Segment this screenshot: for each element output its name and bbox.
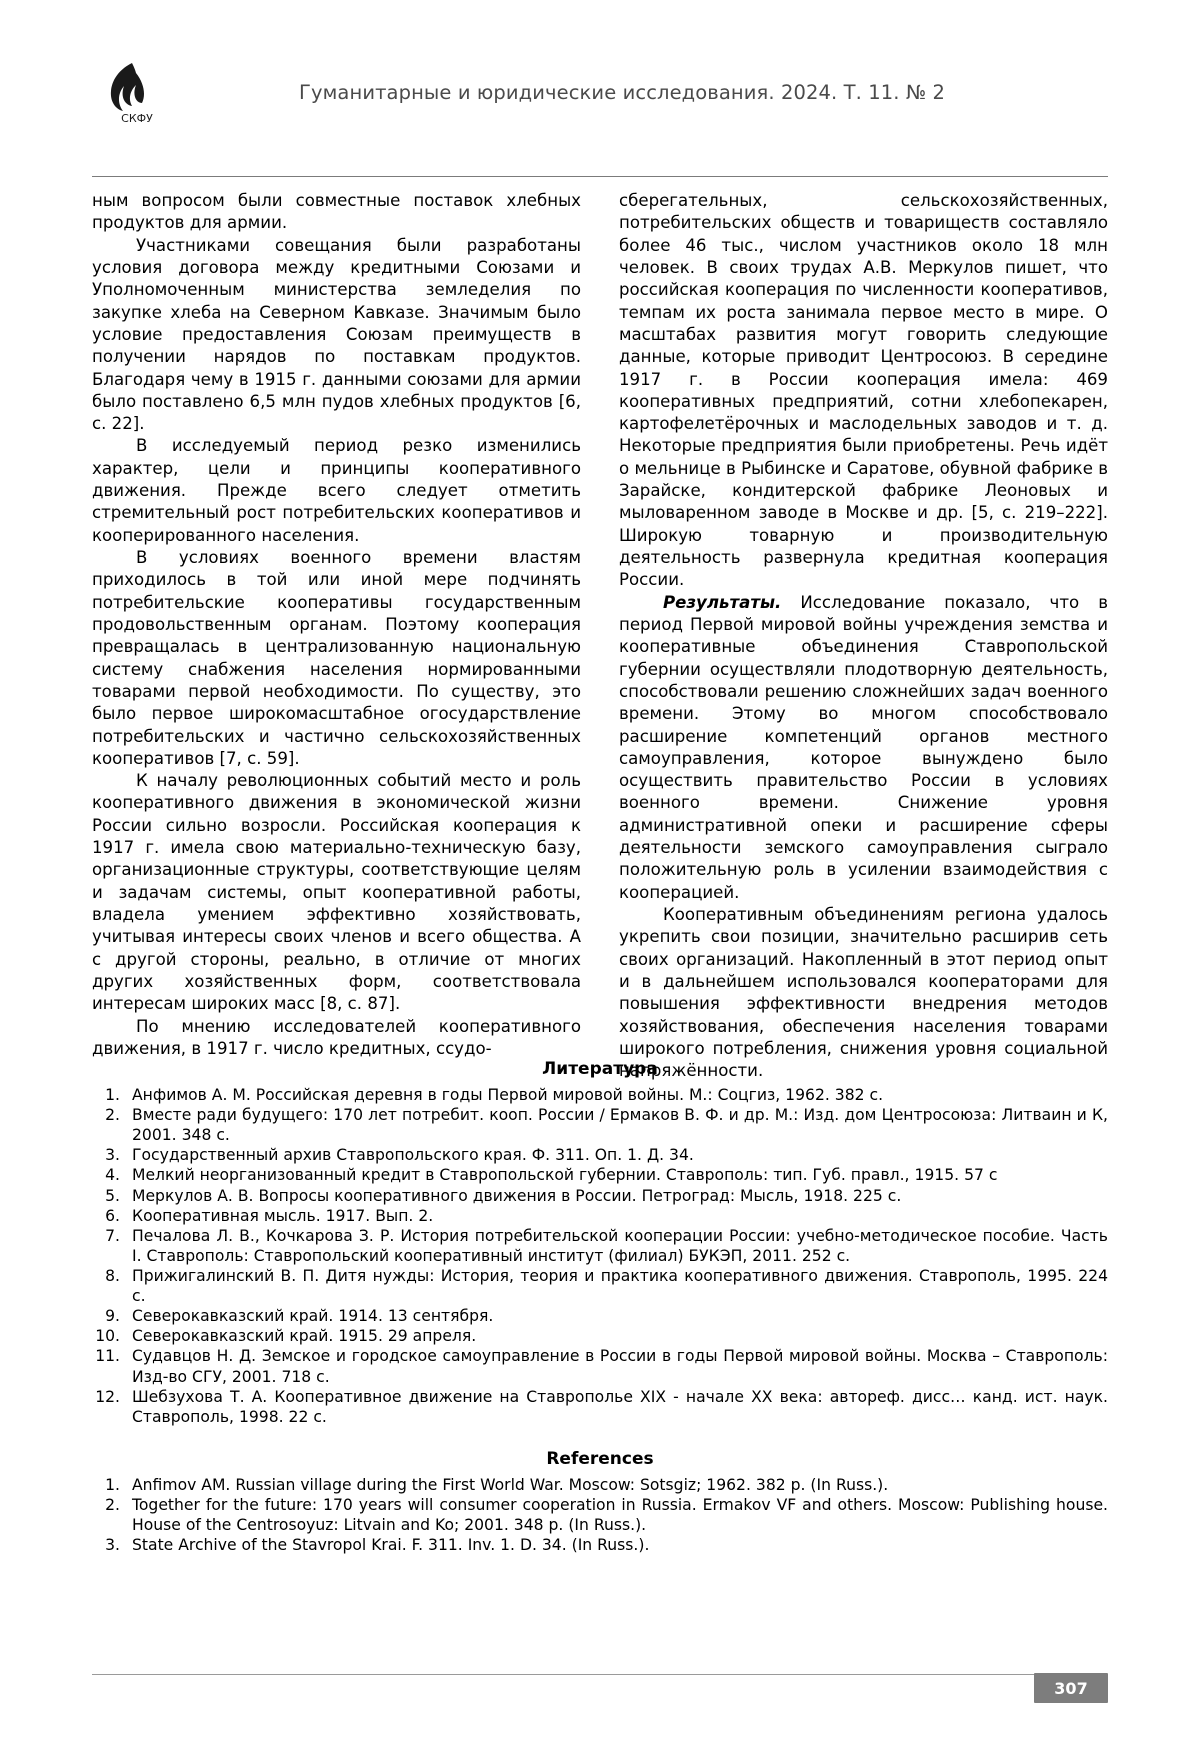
list-item bbox=[92, 1085, 1108, 1105]
literature-list bbox=[92, 1085, 1108, 1427]
results-paragraph bbox=[619, 592, 1108, 904]
list-item bbox=[92, 1226, 1108, 1266]
paragraph: В условиях военного времени властям приходилось в той или иной мере подчинять потребительские кооперативы государственным продовольственным органам. Поэтому кооперация превращалась в централизованную национальную систему снабжения населения нормированными товарами первой необходимости. По существу, это было первое широкомасштабное огосударствление потребительских и частично сельскохозяйственных кооперативов [7, с. 59]. bbox=[92, 548, 581, 768]
item-number: 8. bbox=[105, 1266, 120, 1285]
list-item bbox=[92, 1186, 1108, 1206]
list-item bbox=[92, 1326, 1108, 1346]
paragraph: К началу революционных событий место и роль кооперативного движения в экономической жизни России сильно возросли. Российская кооперация к 1917 г. имела свою материально-техническую базу, организационные структуры, соответствующие целям и задачам системы, опыт кооперативной работы, владела умением эффективно хозяйствовать, учитывая интересы своих членов и всего общества. А с другой стороны, реально, в отличие от многих других хозяйственных форм, соответствовала интересам широких масс [8, с. 87]. bbox=[92, 771, 581, 1014]
item-number: 1. bbox=[105, 1086, 120, 1104]
results-text: Исследование показало, что в период Первой мировой войны учреждения земства и кооперативные объединения Ставропольской губернии осуществляли плодотворную деятельность, способствовали решению сложнейших задач военного времени. Этому во многом способствовало расширение компетенций органов местного самоуправления, которое вынуждено было осуществить правительство России в условиях военного времени. Снижение уровня административной опеки и расширение сферы деятельности земского самоуправления сыграло положительную роль в усилении взаимодействия с кооперацией. bbox=[619, 592, 1108, 902]
item-number: 7. bbox=[105, 1226, 120, 1245]
journal-title: Гуманитарные и юридические исследования. 2024. Т. 11. № 2 bbox=[298, 80, 946, 104]
item-number: 9. bbox=[105, 1307, 120, 1326]
page-number-badge: 307 bbox=[1034, 1673, 1108, 1703]
item-number: 2. bbox=[105, 1495, 120, 1514]
item-number: 2. bbox=[105, 1106, 120, 1125]
list-item bbox=[92, 1306, 1108, 1326]
list-item bbox=[92, 1475, 1108, 1495]
paragraph: В исследуемый период резко изменились характер, цели и принципы кооперативного движения. Прежде всего следует отметить стремительный рост потребительских кооперативов и кооперированного населения. bbox=[92, 436, 581, 545]
item-text: Меркулов А. В. Вопросы кооперативного движения в России. Петроград: Мысль, 1918. 225 с. bbox=[132, 1186, 902, 1205]
list-item bbox=[92, 1346, 1108, 1386]
list-item bbox=[92, 1145, 1108, 1165]
item-text: Together for the future: 170 years will consumer cooperation in Russia. Ermakov VF and others. Moscow: Publishing house. House of the Centrosoyuz: Litvain and Ko; 2001. 348 p. (In Russ.). bbox=[132, 1495, 1108, 1535]
item-text: Печалова Л. В., Кочкарова З. Р. История потребительской кооперации России: учебно-методическое пособие. Часть I. Ставрополь: Ставропольский кооперативный институт (филиал) БУКЭП, 2011. 252 с. bbox=[132, 1226, 1108, 1265]
list-item bbox=[92, 1266, 1108, 1306]
item-text: Северокавказский край. 1915. 29 апреля. bbox=[132, 1327, 477, 1346]
item-number: 10. bbox=[95, 1327, 120, 1346]
page bbox=[0, 44, 1200, 1741]
item-text: Государственный архив Ставропольского края. Ф. 311. Оп. 1. Д. 34. bbox=[132, 1146, 694, 1165]
item-text: Северокавказский край. 1914. 13 сентября. bbox=[132, 1307, 494, 1326]
item-text: Кооперативная мысль. 1917. Вып. 2. bbox=[132, 1206, 434, 1225]
paragraph: ным вопросом были совместные поставок хлебных продуктов для армии. bbox=[92, 191, 581, 233]
list-item bbox=[92, 1535, 1108, 1555]
references-heading: References bbox=[546, 1448, 654, 1469]
svg-text:СКФУ: СКФУ bbox=[121, 112, 153, 125]
footer-divider bbox=[92, 1674, 1108, 1675]
item-number: 12. bbox=[95, 1387, 120, 1406]
results-label: Результаты. bbox=[663, 592, 782, 612]
list-item bbox=[92, 1206, 1108, 1226]
left-column bbox=[92, 190, 581, 1083]
item-number: 5. bbox=[105, 1186, 120, 1205]
item-text: Анфимов А. М. Российская деревня в годы Первой мировой войны. М.: Соцгиз, 1962. 382 с. bbox=[132, 1086, 884, 1104]
item-text: Судавцов Н. Д. Земское и городское самоуправление в России в годы Первой мировой войны. Москва – Ставрополь: Изд-во СГУ, 2001. 718 с. bbox=[132, 1347, 1108, 1386]
list-item bbox=[92, 1495, 1108, 1535]
item-number: 1. bbox=[105, 1475, 120, 1494]
item-text: Вместе ради будущего: 170 лет потребит. кооп. России / Ермаков В. Ф. и др. М.: Изд. дом Центросоюза: Литваин и К, 2001. 348 с. bbox=[132, 1106, 1108, 1145]
item-number: 4. bbox=[105, 1166, 120, 1185]
list-item bbox=[92, 1105, 1108, 1145]
item-number: 6. bbox=[105, 1206, 120, 1225]
right-column bbox=[619, 190, 1108, 1083]
article-body bbox=[92, 190, 1108, 1083]
paragraph: Участниками совещания были разработаны условия договора между кредитными Союзами и Уполномоченным министерства земледелия по закупке хлеба на Северном Кавказе. Значимым было условие предоставления Союзам преимуществ в получении нарядов по поставкам продуктов. Благодаря чему в 1915 г. данными союзами для армии было поставлено 6,5 млн пудов хлебных продуктов [6, с. 22]. bbox=[92, 235, 581, 434]
item-text: Шебзухова Т. А. Кооперативное движение на Ставрополье XIX - начале XX века: автореф. дисс… канд. ист. наук. Ставрополь, 1998. 22 с. bbox=[132, 1387, 1108, 1426]
item-number: 3. bbox=[105, 1146, 120, 1165]
item-text: Anfimov AM. Russian village during the First World War. Moscow: Sotsgiz; 1962. 382 p. (In Russ.). bbox=[132, 1475, 889, 1494]
skfu-logo-icon bbox=[98, 59, 176, 125]
item-text: State Archive of the Stavropol Krai. F. 311. Inv. 1. D. 34. (In Russ.). bbox=[132, 1536, 650, 1555]
header-divider bbox=[92, 176, 1108, 177]
item-text: Мелкий неорганизованный кредит в Ставропольской губернии. Ставрополь: тип. Губ. правл., 1915. 57 с bbox=[132, 1166, 998, 1185]
item-text: Прижигалинский В. П. Дитя нужды: История, теория и практика кооперативного движения. Ставрополь, 1995. 224 с. bbox=[132, 1266, 1108, 1306]
item-number: 11. bbox=[95, 1347, 120, 1366]
list-item bbox=[92, 1387, 1108, 1427]
list-item bbox=[92, 1165, 1108, 1185]
paragraph: По мнению исследователей кооперативного движения, в 1917 г. число кредитных, ссудо- bbox=[92, 1016, 581, 1058]
literature-heading: Литература bbox=[542, 1059, 658, 1079]
item-number: 3. bbox=[105, 1536, 120, 1555]
references-list bbox=[92, 1475, 1108, 1555]
page-header bbox=[92, 44, 1108, 140]
paragraph: сберегательных, сельскохозяйственных, потребительских обществ и товариществ составляло более 46 тыс., числом участников около 18 млн человек. В своих трудах А.В. Меркулов пишет, что российская кооперация по численности кооперативов, темпам их роста занимала первое место в мире. О масштабах развития могут говорить следующие данные, которые приводит Центросоюз. В середине 1917 г. в России кооперация имела: 469 кооперативных предприятий, сотни хлебопекарен, картофелетёрочных и маслодельных заводов и т. д. Некоторые предприятия были приобретены. Речь идёт о мельнице в Рыбинске и Саратове, обувной фабрике в Зарайске, кондитерской фабрике Леоновых и мыловаренном заводе в Москве и др. [5, с. 219–222]. Широкую товарную и производительную деятельность развернула кредитная кооперация России. bbox=[619, 191, 1108, 590]
paragraph: Кооперативным объединениям региона удалось укрепить свои позиции, значительно расширив сеть своих организаций. Накопленный в этот период опыт и в дальнейшем использовался кооператорами для повышения эффективности внедрения методов хозяйствования, обеспечения населения товарами широкого потребления, снижения уровня социальной напряжённости. bbox=[619, 905, 1108, 1081]
references-section bbox=[92, 1059, 1108, 1555]
